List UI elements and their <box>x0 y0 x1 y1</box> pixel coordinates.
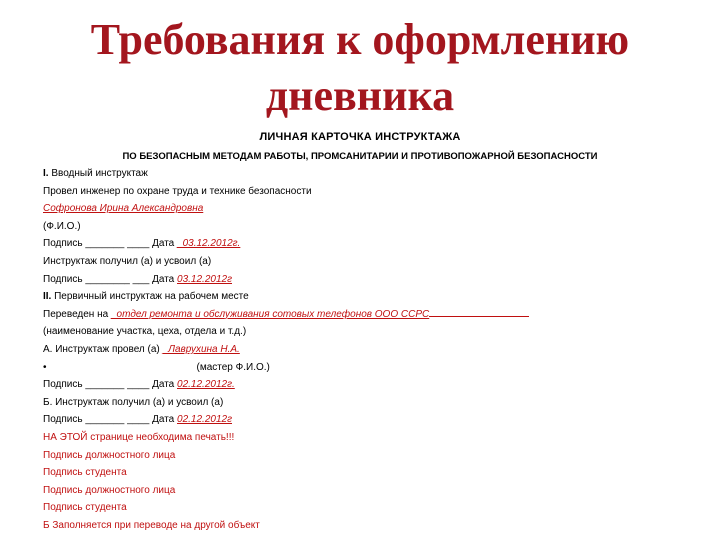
section-1-number: I. <box>43 168 49 179</box>
section-1-heading <box>43 165 703 183</box>
s2-a-instructor <box>43 341 703 359</box>
card-subtitle: ПО БЕЗОПАСНЫМ МЕТОДАМ РАБОТЫ, ПРОМСАНИТАРИИ И ПРОТИВОПОЖАРНОЙ БЕЗОПАСНОСТИ <box>122 151 598 162</box>
s2-signature-2-date: 02.12.2012г <box>177 414 232 426</box>
s2-signature-1-label: Подпись _______ ____ Дата <box>43 379 178 391</box>
s2-signature-2 <box>43 411 703 429</box>
s1-received: Инструктаж получил (а) и усвоил (а) <box>43 255 212 267</box>
s1-signature-1-label: Подпись _______ ____ Дата <box>43 238 178 250</box>
s2-transferred <box>43 306 703 324</box>
section-2-title: Первичный инструктаж на рабочем месте <box>51 291 249 303</box>
page-title-line-2: дневника <box>265 71 455 120</box>
s2-signature-1 <box>43 376 703 394</box>
s1-fio-hint: (Ф.И.О.) <box>43 220 81 232</box>
s2-signature-2-label: Подпись _______ ____ Дата <box>43 414 178 426</box>
s1-signature-2 <box>43 271 703 289</box>
section-1-title: Вводный инструктаж <box>48 168 148 179</box>
s2-transferred-hint: (наименование участка, цеха, отдела и т.д.) <box>43 326 247 338</box>
s1-signature-1 <box>43 235 703 253</box>
s1-signature-2-label: Подпись ________ ___ Дата <box>43 273 178 285</box>
s2-a-name: _Лаврухина Н.А. <box>162 343 240 355</box>
card-title: ЛИЧНАЯ КАРТОЧКА ИНСТРУКТАЖА <box>259 131 461 143</box>
student-signature-1: Подпись студента <box>43 467 127 479</box>
s1-instructor-name: Софронова Ирина Александровна <box>43 203 204 215</box>
page-title-line-1: Требования к оформлению <box>90 15 630 64</box>
section-2-heading <box>43 288 703 306</box>
s2-transferred-label: Переведен на <box>43 308 111 320</box>
s2-b-received: Б. Инструктаж получил (а) и усвоил (а) <box>43 396 224 408</box>
s2-master-hint: (мастер Ф.И.О.) <box>196 361 270 373</box>
student-signature-2: Подпись студента <box>43 502 127 514</box>
official-signature-2: Подпись должностного лица <box>43 484 176 496</box>
official-signature-1: Подпись должностного лица <box>43 449 176 461</box>
s2-a-label: А. Инструктаж провел (а) <box>43 343 163 355</box>
s1-signature-1-date: _03.12.2012г. <box>177 238 241 250</box>
s2-transferred-underline <box>429 307 529 317</box>
s1-conducted: Провел инженер по охране труда и технике безопасности <box>43 185 312 197</box>
note-transfer: Б Заполняется при переводе на другой объект <box>43 519 260 531</box>
s2-master-line <box>43 359 703 377</box>
instruction-card-body <box>43 165 703 534</box>
s1-signature-2-date: 03.12.2012г <box>177 273 232 285</box>
s2-transferred-value: _отдел ремонта и обслуживания сотовых телефонов ООО ССРС <box>110 308 430 320</box>
note-print-required: НА ЭТОЙ странице необходима печать!!! <box>43 431 235 443</box>
s2-signature-1-date: 02.12.2012г. <box>177 379 235 391</box>
section-2-number: II. <box>43 291 52 303</box>
bullet-icon: • <box>43 361 47 373</box>
